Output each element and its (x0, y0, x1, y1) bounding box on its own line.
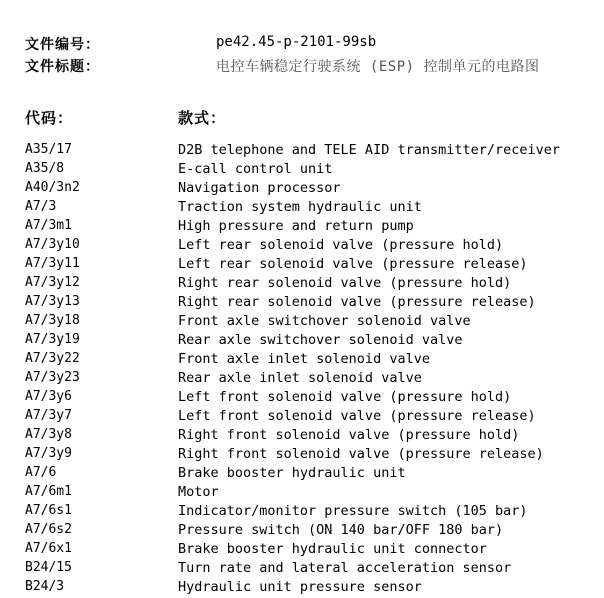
table-row (25, 351, 600, 370)
table-row (25, 370, 600, 389)
component-code: A7/3y19 (25, 332, 80, 347)
table-row (25, 294, 600, 313)
table-row (25, 218, 600, 237)
table-row (25, 313, 600, 332)
component-description: Pressure switch (ON 140 bar/OFF 180 bar) (178, 522, 504, 538)
table-row (25, 332, 600, 351)
component-code: A7/3y7 (25, 408, 72, 423)
component-description: Right rear solenoid valve (pressure hold) (178, 275, 512, 291)
component-code: A7/3y23 (25, 370, 80, 385)
table-row (25, 275, 600, 294)
table-row (25, 522, 600, 541)
table-row (25, 465, 600, 484)
component-description: Hydraulic unit pressure sensor (178, 579, 422, 595)
component-description: Motor (178, 484, 219, 500)
component-description: High pressure and return pump (178, 218, 414, 234)
document-number-value: pe42.45-p-2101-99sb (216, 34, 377, 50)
table-row (25, 408, 600, 427)
component-description: Left rear solenoid valve (pressure hold) (178, 237, 504, 253)
table-row (25, 180, 600, 199)
document-title-value: 电控车辆稳定行驶系统 (ESP) 控制单元的电路图 (216, 59, 540, 75)
table-row (25, 579, 600, 598)
table-row (25, 161, 600, 180)
table-row (25, 389, 600, 408)
component-description: D2B telephone and TELE AID transmitter/receiver (178, 142, 561, 158)
component-description: Front axle inlet solenoid valve (178, 351, 430, 367)
component-code: A7/3y22 (25, 351, 80, 366)
component-code: A7/6 (25, 465, 57, 480)
component-description: Turn rate and lateral acceleration sensor (178, 560, 512, 576)
component-description: Front axle switchover solenoid valve (178, 313, 471, 329)
document-title-label: 文件标题： (25, 59, 100, 75)
component-code: B24/15 (25, 560, 72, 575)
component-description: Traction system hydraulic unit (178, 199, 422, 215)
table-row (25, 541, 600, 560)
component-code: A7/6s1 (25, 503, 72, 518)
component-code: A7/3y11 (25, 256, 80, 271)
component-code: A35/17 (25, 142, 72, 157)
component-description: Left front solenoid valve (pressure hold) (178, 389, 512, 405)
component-code: A7/3m1 (25, 218, 72, 233)
component-description: Rear axle inlet solenoid valve (178, 370, 422, 386)
table-row (25, 427, 600, 446)
component-code: A7/3 (25, 199, 57, 214)
table-row (25, 142, 600, 161)
component-code: A7/3y9 (25, 446, 72, 461)
component-description: Rear axle switchover solenoid valve (178, 332, 463, 348)
component-code: A7/3y13 (25, 294, 80, 309)
description-column-header: 款式： (178, 109, 227, 127)
table-row (25, 446, 600, 465)
component-code: A7/3y10 (25, 237, 80, 252)
component-code: A7/6x1 (25, 541, 72, 556)
component-code: A7/3y18 (25, 313, 80, 328)
component-description: Right rear solenoid valve (pressure release) (178, 294, 536, 310)
component-code: A7/6m1 (25, 484, 72, 499)
table-row (25, 199, 600, 218)
table-row (25, 503, 600, 522)
component-code: A35/8 (25, 161, 65, 176)
component-code: A40/3n2 (25, 180, 80, 195)
table-header (25, 107, 585, 129)
component-code: A7/6s2 (25, 522, 72, 537)
component-description: Right front solenoid valve (pressure release) (178, 446, 544, 462)
table-row (25, 237, 600, 256)
component-code: A7/3y12 (25, 275, 80, 290)
component-description: Left front solenoid valve (pressure release) (178, 408, 536, 424)
component-description: E-call control unit (178, 161, 333, 177)
code-column-header: 代码： (25, 109, 74, 127)
component-description: Left rear solenoid valve (pressure release) (178, 256, 528, 272)
table-row (25, 484, 600, 503)
component-description: Indicator/monitor pressure switch (105 bar) (178, 503, 528, 519)
component-code: A7/3y8 (25, 427, 72, 442)
component-code: B24/3 (25, 579, 65, 594)
document-number-label: 文件编号： (25, 37, 100, 53)
component-description: Brake booster hydraulic unit connector (178, 541, 487, 557)
component-description: Navigation processor (178, 180, 341, 196)
table-row (25, 560, 600, 579)
component-code: A7/3y6 (25, 389, 72, 404)
component-list (25, 142, 600, 598)
table-row (25, 256, 600, 275)
component-description: Right front solenoid valve (pressure hold) (178, 427, 520, 443)
component-description: Brake booster hydraulic unit (178, 465, 406, 481)
